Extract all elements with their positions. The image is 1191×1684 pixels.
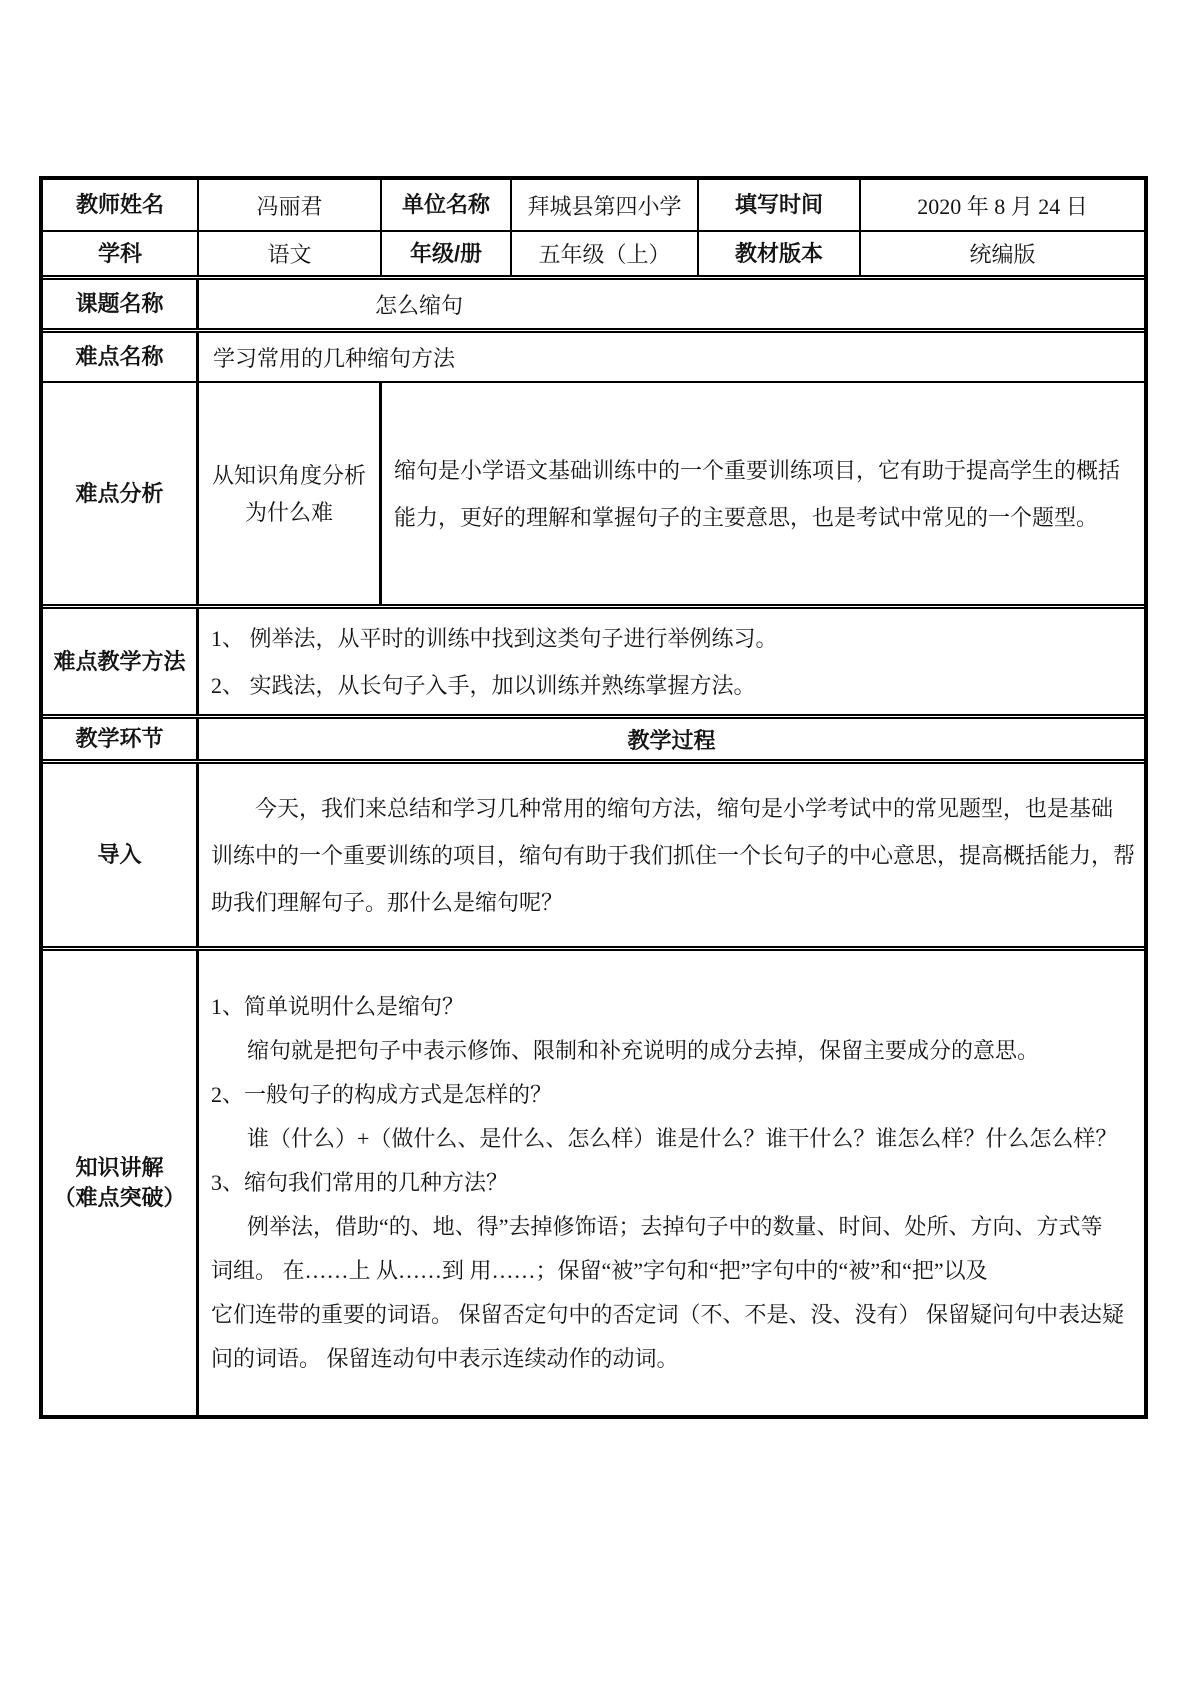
- text-line: 词组。 在……上 从……到 用……；保留“被”字句和“把”字句中的“被”和“把”以及: [211, 1258, 988, 1283]
- text-line: 能力，更好的理解和掌握句子的主要意思，也是考试中常见的一个题型。: [394, 504, 1099, 530]
- analysis-angle-sublabel: [199, 383, 382, 604]
- row-knowledge-explanation: [43, 946, 1144, 1415]
- topic-name-value: 怎么缩句: [375, 292, 464, 318]
- school-name-label: [382, 180, 512, 230]
- analysis-angle-line2: 为什么难: [244, 499, 333, 525]
- fill-date-label: [699, 180, 861, 230]
- difficulty-name-label-text: 难点名称: [75, 344, 164, 369]
- analysis-angle-line1: 从知识角度分析: [211, 462, 366, 488]
- intro-content: [199, 764, 1144, 946]
- intro-label-text: 导入: [97, 842, 142, 867]
- text-line: 谁（什么）+（做什么、是什么、怎么样）谁是什么？谁干什么？谁怎么样？什么怎么样？: [247, 1126, 1118, 1151]
- topic-name-label: [43, 280, 199, 328]
- stage-header-value: 教学过程: [627, 727, 716, 753]
- difficulty-analysis-label: [43, 383, 199, 604]
- row-intro: [43, 759, 1144, 946]
- lesson-plan-table: [39, 176, 1148, 1419]
- knowledge-label-line2: （难点突破）: [53, 1185, 186, 1210]
- row-teacher-info: [43, 180, 1144, 230]
- subject-value: 语文: [199, 232, 382, 275]
- textbook-edition-label-text: 教材版本: [734, 240, 823, 266]
- stage-header-label: [43, 719, 199, 759]
- text-line: 它们连带的重要的词语。 保留否定句中的否定词（不、不是、没、没有） 保留疑问句中表达疑: [211, 1302, 1125, 1327]
- subject-label-text: 学科: [97, 240, 142, 266]
- intro-label: [43, 764, 199, 946]
- subject-label: [43, 232, 199, 275]
- difficulty-analysis-label-text: 难点分析: [75, 480, 164, 506]
- text-line: 训练中的一个重要训练的项目，缩句有助于我们抓住一个长句子的中心意思，提高概括能力，帮: [211, 842, 1136, 868]
- text-line: 问的词语。 保留连动句中表示连续动作的动词。: [211, 1346, 679, 1371]
- difficulty-name-value: 学习常用的几种缩句方法: [213, 345, 456, 371]
- difficulty-name-label: [43, 333, 199, 381]
- text-line: 1、简单说明什么是缩句？: [211, 994, 465, 1019]
- grade-volume-label: [382, 232, 512, 275]
- text-line: 助我们理解句子。那什么是缩句呢？: [211, 889, 564, 915]
- textbook-edition-value: 统编版: [969, 242, 1036, 267]
- text-line: 2、一般句子的构成方式是怎样的？: [211, 1082, 553, 1107]
- row-subject-info: [43, 230, 1144, 275]
- text-line: 例举法，借助“的、地、得”去掉修饰语；去掉句子中的数量、时间、处所、方向、方式等: [247, 1214, 1103, 1239]
- text-line: 2、 实践法，从长句子入手，加以训练并熟练掌握方法。: [211, 672, 756, 698]
- school-name-value: 拜城县第四小学: [512, 180, 699, 230]
- row-stage-header: [43, 714, 1144, 759]
- row-teaching-method: [43, 604, 1144, 714]
- row-difficulty-name: [43, 328, 1144, 381]
- teacher-name-label-text: 教师姓名: [75, 192, 164, 217]
- school-name-label-text: 单位名称: [401, 192, 490, 217]
- text-line: 1、 例举法，从平时的训练中找到这类句子进行举例练习。: [211, 625, 778, 651]
- teacher-name-label: [43, 180, 199, 230]
- grade-volume-value: 五年级（上）: [512, 232, 699, 275]
- teacher-name-value: 冯丽君: [199, 180, 382, 230]
- teaching-method-label: [43, 609, 199, 714]
- text-line: 缩句就是把句子中表示修饰、限制和补充说明的成分去掉，保留主要成分的意思。: [247, 1038, 1040, 1063]
- knowledge-label: [43, 951, 199, 1415]
- fill-date-value: 2020 年 8 月 24 日: [917, 193, 1088, 219]
- teaching-method-label-text: 难点教学方法: [53, 648, 186, 674]
- text-line: 3、缩句我们常用的几种方法？: [211, 1170, 509, 1195]
- teaching-method-content: [199, 609, 1144, 714]
- row-topic-name: [43, 275, 1144, 328]
- grade-volume-label-text: 年级/册: [409, 240, 483, 266]
- knowledge-content: [199, 951, 1144, 1415]
- text-line: 缩句是小学语文基础训练中的一个重要训练项目，它有助于提高学生的概括: [394, 457, 1121, 483]
- topic-name-label-text: 课题名称: [75, 291, 164, 316]
- difficulty-analysis-content: [382, 383, 1144, 604]
- knowledge-label-line1: 知识讲解: [75, 1155, 164, 1180]
- row-difficulty-analysis: [43, 381, 1144, 604]
- fill-date-label-text: 填写时间: [734, 192, 823, 217]
- textbook-edition-label: [699, 232, 861, 275]
- text-line: 今天，我们来总结和学习几种常用的缩句方法，缩句是小学考试中的常见题型，也是基础: [255, 795, 1114, 821]
- stage-header-label-text: 教学环节: [75, 726, 164, 751]
